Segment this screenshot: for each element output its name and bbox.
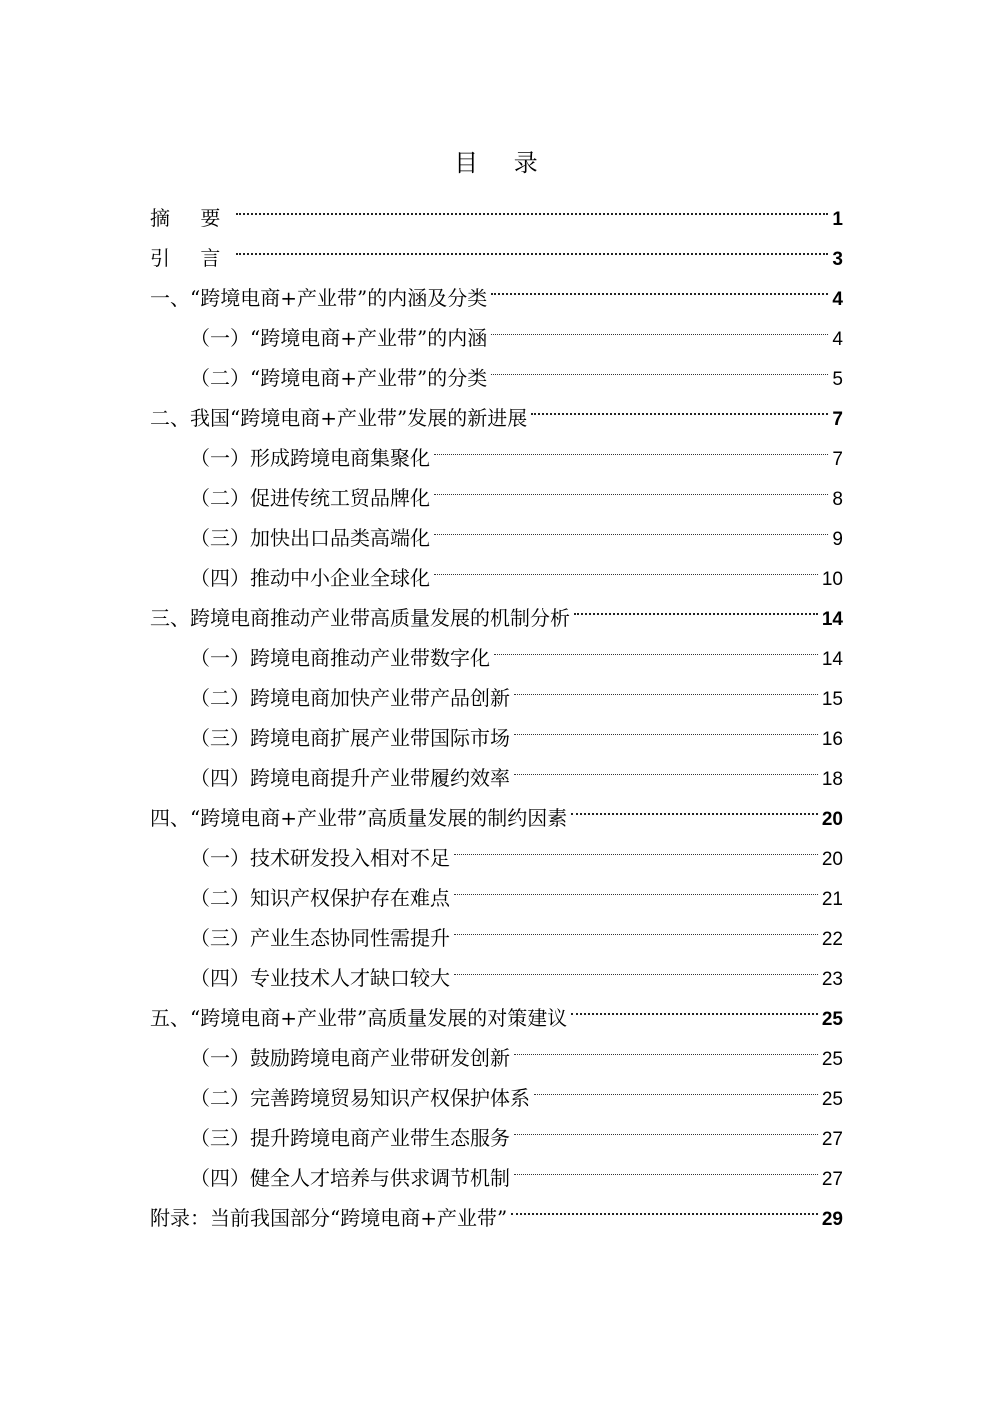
toc-entry-label: 附录：当前我国部分“跨境电商+产业带” (150, 1206, 508, 1230)
toc-entry-label: （一）形成跨境电商集聚化 (190, 446, 430, 470)
toc-dot-leader (454, 905, 818, 945)
toc-dot-leader (454, 945, 818, 985)
toc-dot-leader (514, 705, 818, 745)
toc-entry-label: （四）专业技术人才缺口较大 (190, 966, 450, 990)
toc-entry-label: （二）完善跨境贸易知识产权保护体系 (190, 1086, 530, 1110)
toc-dot-leader (534, 1065, 818, 1105)
toc-page-number: 14 (821, 649, 843, 670)
toc-entry-label: （四）推动中小企业全球化 (190, 566, 430, 590)
toc-dot-leader (491, 345, 828, 385)
toc-entry-label: 二、我国“跨境电商+产业带”发展的新进展 (150, 406, 528, 430)
toc-entry-label: （二）知识产权保护存在难点 (190, 886, 450, 910)
toc-dot-leader (571, 985, 818, 1025)
toc-page-number: 14 (821, 609, 843, 630)
toc-title: 目 录 (454, 149, 552, 177)
toc-entry-chapter[interactable] (150, 225, 843, 270)
toc-page-number: 27 (821, 1169, 843, 1190)
toc-entry-label: （一）“跨境电商+产业带”的内涵 (190, 326, 488, 350)
toc-dot-leader (454, 825, 818, 865)
toc-page-number: 1 (832, 209, 843, 230)
toc-dot-leader (514, 745, 818, 785)
toc-page-number: 25 (821, 1049, 843, 1070)
toc-entry-chapter[interactable] (150, 185, 843, 230)
toc-dot-leader (514, 1145, 818, 1185)
toc-dot-leader (434, 465, 828, 505)
toc-entry-label: （一）跨境电商推动产业带数字化 (190, 646, 490, 670)
toc-page-number: 15 (821, 689, 843, 710)
toc-entry-label: （一）技术研发投入相对不足 (190, 846, 450, 870)
toc-entry-label: 摘 要 (150, 206, 233, 230)
toc-page-number: 21 (821, 889, 843, 910)
toc-page-number: 22 (821, 929, 843, 950)
toc-dot-leader (514, 1025, 818, 1065)
toc-entry-label: （四）健全人才培养与供求调节机制 (190, 1166, 510, 1190)
toc-entry-label: （二）促进传统工贸品牌化 (190, 486, 430, 510)
toc-entry-label: 一、“跨境电商+产业带”的内涵及分类 (150, 286, 488, 310)
toc-entry-label: （三）提升跨境电商产业带生态服务 (190, 1126, 510, 1150)
toc-page-number: 23 (821, 969, 843, 990)
toc-entry-label: 引 言 (150, 246, 233, 270)
toc-list (150, 185, 843, 1230)
toc-dot-leader (236, 225, 828, 265)
toc-entry-label: （三）产业生态协同性需提升 (190, 926, 450, 950)
toc-dot-leader (514, 1105, 818, 1145)
toc-page-number: 27 (821, 1129, 843, 1150)
toc-page-number: 4 (832, 289, 843, 310)
toc-dot-leader (434, 505, 828, 545)
toc-dot-leader (434, 545, 818, 585)
toc-entry-label: （三）跨境电商扩展产业带国际市场 (190, 726, 510, 750)
toc-page-number: 20 (821, 849, 843, 870)
toc-dot-leader (236, 185, 828, 225)
toc-page-number: 25 (821, 1089, 843, 1110)
toc-page-number: 5 (832, 369, 843, 390)
toc-page-number: 25 (821, 1009, 843, 1030)
toc-dot-leader (511, 1185, 818, 1225)
toc-page-number: 9 (832, 529, 843, 550)
toc-entry-label: （二）“跨境电商+产业带”的分类 (190, 366, 488, 390)
toc-page-number: 20 (821, 809, 843, 830)
toc-dot-leader (514, 665, 818, 705)
toc-entry-label: （三）加快出口品类高端化 (190, 526, 430, 550)
toc-entry-label: 五、“跨境电商+产业带”高质量发展的对策建议 (150, 1006, 568, 1030)
toc-entry-label: 四、“跨境电商+产业带”高质量发展的制约因素 (150, 806, 568, 830)
toc-page-number: 29 (821, 1209, 843, 1230)
toc-page-number: 4 (832, 329, 843, 350)
toc-dot-leader (491, 265, 828, 305)
toc-page-number: 8 (832, 489, 843, 510)
toc-dot-leader (454, 865, 818, 905)
toc-entry-label: （二）跨境电商加快产业带产品创新 (190, 686, 510, 710)
toc-dot-leader (574, 585, 818, 625)
toc-page-number: 7 (832, 449, 843, 470)
toc-page-number: 10 (821, 569, 843, 590)
toc-dot-leader (491, 305, 828, 345)
toc-page-number: 16 (821, 729, 843, 750)
toc-page-number: 3 (832, 249, 843, 270)
toc-page-number: 18 (821, 769, 843, 790)
toc-page-number: 7 (832, 409, 843, 430)
toc-entry-chapter[interactable] (150, 265, 843, 310)
toc-entry-label: （一）鼓励跨境电商产业带研发创新 (190, 1046, 510, 1070)
toc-entry-label: 三、跨境电商推动产业带高质量发展的机制分析 (150, 606, 570, 630)
toc-dot-leader (434, 425, 828, 465)
toc-dot-leader (494, 625, 818, 665)
toc-dot-leader (571, 785, 818, 825)
toc-dot-leader (531, 385, 828, 425)
toc-entry-label: （四）跨境电商提升产业带履约效率 (190, 766, 510, 790)
